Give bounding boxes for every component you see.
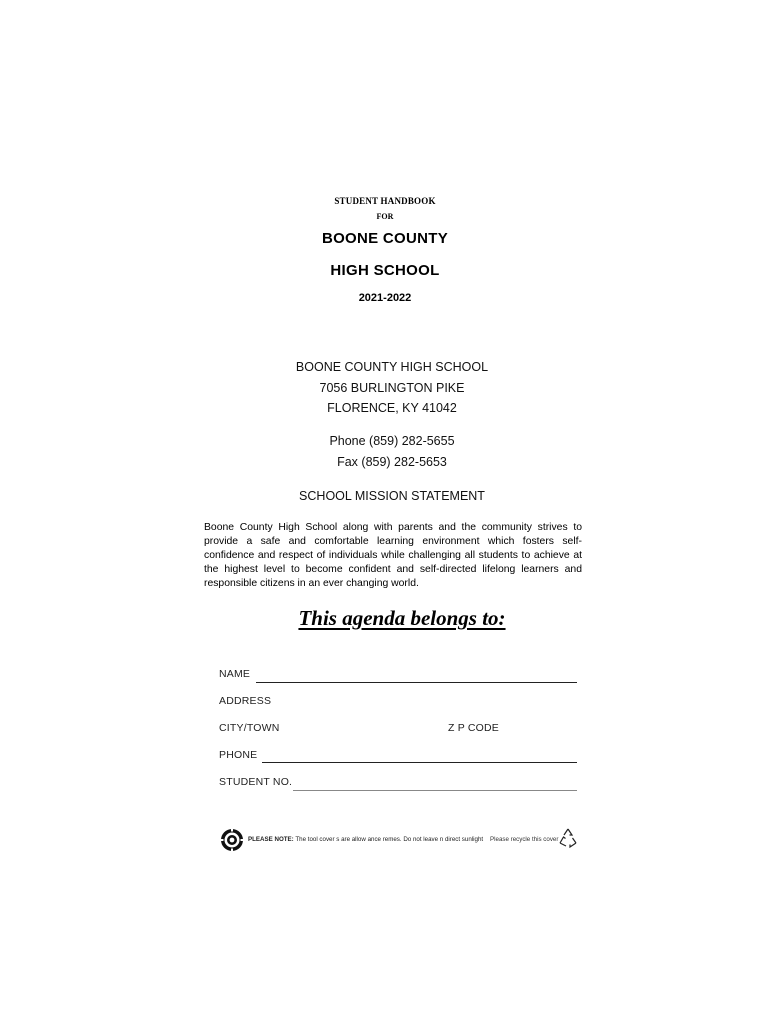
- seal-icon: [220, 828, 244, 852]
- phone-field[interactable]: [262, 762, 577, 763]
- student-number-label: STUDENT NO.: [219, 776, 293, 788]
- address-city: FLORENCE, KY 41042: [327, 401, 457, 415]
- city-label: CITY/TOWN: [219, 722, 280, 734]
- student-number-field[interactable]: [293, 790, 577, 791]
- footer-note-label: PLEASE NOTE:: [248, 836, 294, 843]
- zip-code-label: Z P CODE: [448, 722, 499, 734]
- phone-number: Phone (859) 282-5655: [329, 434, 455, 448]
- fax-number: Fax (859) 282-5653: [337, 455, 447, 469]
- address-school-name: BOONE COUNTY HIGH SCHOOL: [295, 360, 489, 374]
- school-name-line2: HIGH SCHOOL: [330, 262, 440, 279]
- mission-heading: SCHOOL MISSION STATEMENT: [299, 489, 485, 503]
- document-type: STUDENT HANDBOOK: [334, 196, 436, 206]
- school-name-line1: BOONE COUNTY: [321, 230, 449, 247]
- for-label: FOR: [376, 212, 394, 221]
- name-label: NAME: [219, 668, 251, 680]
- address-label: ADDRESS: [219, 695, 272, 707]
- mission-statement: Boone County High School along with parents and the community strives to provide a safe and comfortable learning environment which fosters self-confidence and respect of individuals while challenging all students to achieve at the highest level to become confident and self-directed lifelong learners and responsible citizens in an ever changing world.: [204, 522, 582, 589]
- footer-note-text: The tool cover s are allow ance remes. Do not leave n direct sunlight: [295, 836, 484, 843]
- name-field[interactable]: [256, 682, 577, 683]
- address-street: 7056 BURLINGTON PIKE: [319, 381, 465, 395]
- footer-note: [248, 836, 483, 843]
- recycle-note: Please recycle this cover: [490, 836, 559, 843]
- school-year: 2021-2022: [358, 292, 412, 304]
- phone-label: PHONE: [219, 749, 258, 761]
- agenda-heading: This agenda belongs to:: [298, 606, 506, 630]
- recycle-icon: [556, 826, 580, 850]
